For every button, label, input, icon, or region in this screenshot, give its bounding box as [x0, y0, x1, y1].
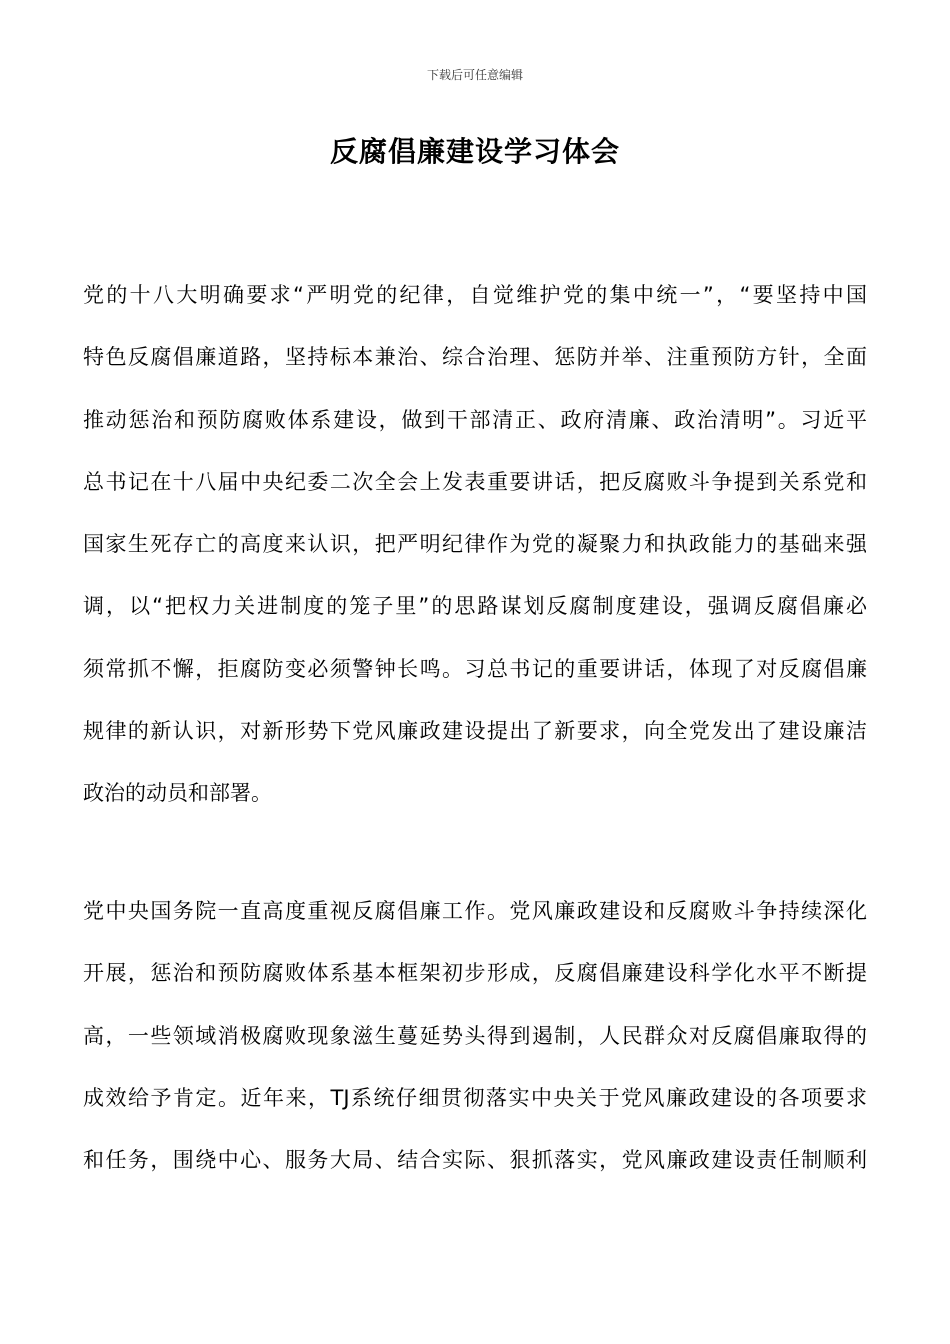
paragraph-line: 规律的新认识，对新形势下党风廉政建设提出了新要求，向全党发出了建设廉洁 — [83, 719, 867, 744]
paragraph-line: 党中央国务院一直高度重视反腐倡廉工作。党风廉政建设和反腐败斗争持续深化 — [83, 899, 867, 923]
paragraph-line: 政治的动员和部署。 — [83, 781, 272, 806]
paragraph-line: 国家生死存亡的高度来认识，把严明纪律作为党的凝聚力和执政能力的基础来强 — [83, 532, 867, 557]
header-note: 下载后可任意编辑 — [426, 68, 523, 82]
paragraph-line: 总书记在十八届中央纪委二次全会上发表重要讲话，把反腐败斗争提到关系党和 — [83, 469, 867, 494]
paragraph-1 — [83, 264, 867, 825]
paragraph-line: 成效给予肯定。近年来，TJ系统仔细贯彻落实中央关于党风廉政建设的各项要求 — [83, 1085, 867, 1110]
paragraph-line: 党的十八大明确要求“严明党的纪律，自觉维护党的集中统一”，“要坚持中国 — [83, 283, 867, 307]
paragraph-line: 和任务，围绕中心、服务大局、结合实际、狠抓落实，党风廉政建设责任制顺利 — [83, 1148, 867, 1173]
paragraph-line: 须常抓不懈，拒腐防变必须警钟长鸣。习总书记的重要讲话，体现了对反腐倡廉 — [83, 656, 867, 681]
paragraph-line: 推动惩治和预防腐败体系建设，做到干部清正、政府清廉、政治清明”。习近平 — [83, 407, 867, 432]
paragraph-line: 特色反腐倡廉道路，坚持标本兼治、综合治理、惩防并举、注重预防方针，全面 — [83, 345, 867, 370]
paragraph-line: 调，以“把权力关进制度的笼子里”的思路谋划反腐制度建设，强调反腐倡廉必 — [83, 594, 867, 619]
paragraph-line: 开展，惩治和预防腐败体系基本框架初步形成，反腐倡廉建设科学化水平不断提 — [83, 961, 867, 986]
paragraph-line: 高，一些领域消极腐败现象滋生蔓延势头得到遏制，人民群众对反腐倡廉取得的 — [83, 1023, 867, 1048]
paragraph-2 — [83, 880, 867, 1191]
document-title: 反腐倡廉建设学习体会 — [329, 135, 620, 168]
